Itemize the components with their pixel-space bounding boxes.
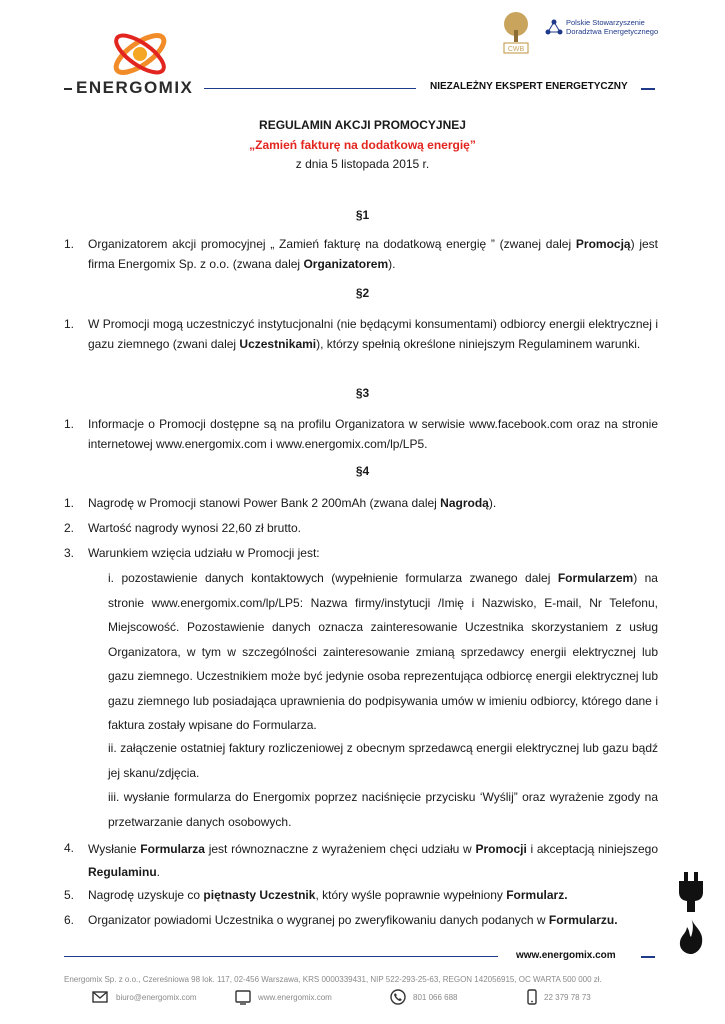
item-number: 3. [64, 546, 75, 560]
item-number: 1. [64, 237, 75, 251]
company-address: Energomix Sp. z o.o., Czereśniowa 98 lok. 117, 02-456 Warszawa, KRS 0000339431, NIP 522-293-25-63, REGON 142056915, OC WARTA 500 000 zł. [64, 975, 602, 984]
item-text: Nagrodę uzyskuje co piętnasty Uczestnik, który wyśle poprawnie wypełniony Formularz. [88, 888, 568, 902]
footer-divider [64, 956, 498, 957]
header-dash [641, 88, 655, 90]
item-number: 5. [64, 888, 75, 902]
item-text: Nagrodę w Promocji stanowi Power Bank 2 200mAh (zwana dalej Nagrodą). [88, 496, 497, 510]
mobile-icon [524, 989, 540, 1005]
list-item [64, 493, 658, 513]
item-number: 4. [64, 841, 75, 855]
pse-name [566, 18, 658, 36]
footer-url[interactable]: www.energomix.com [516, 950, 616, 961]
list-item [64, 314, 658, 354]
section-1-heading: §1 [355, 208, 370, 222]
item-number: 1. [64, 496, 75, 510]
list-item [64, 838, 658, 884]
pse-line2: Doradztwa Energetycznego [566, 27, 659, 36]
item-text: Wartość nagrody wynosi 22,60 zł brutto. [88, 521, 301, 535]
footer-web[interactable]: www.energomix.com [258, 993, 332, 1002]
sub-item-i: i. pozostawienie danych kontaktowych (wypełnienie formularza zwanego dalej Formularzem) na stronie www.energomix.com/lp/LP5: Nazwa firmy/instytucji /Imię i Nazwisko, E-mail, Nr Telefonu, Miejscowość. Pozostawienie danych oznacza zainteresowanie Uczestnika skorzystaniem z usług Organizatora, w tym w szczególności zainteresowanie zmianą sprzedawcy energii elektrycznej lub gazu ziemnego. Uczestnikiem może być jedynie osoba reprezentująca odbiorcę energii elektrycznej lub gazu ziemnego lub posiadająca uprawnienia do podpisywania umów w imieniu odbiorcy, którego dane i faktura zostały wpisane do Formularza. [108, 571, 658, 732]
section-3-heading: §3 [355, 386, 370, 400]
sub-item-iii: iii. wysłanie formularza do Energomix poprzez naciśnięcie przycisku ‘Wyślij” oraz wyrażenie zgody na przetwarzanie danych osobowych. [108, 790, 658, 829]
item-number: 6. [64, 913, 75, 927]
flame-icon [678, 918, 704, 954]
list-item [64, 414, 658, 454]
section-4-heading: §4 [355, 464, 370, 478]
item-number: 1. [64, 417, 75, 431]
list-item [64, 910, 658, 930]
energomix-logo-icon [108, 26, 172, 84]
footer-dash [641, 956, 655, 958]
item-text: W Promocji mogą uczestniczyć instytucjonalni (nie będącymi konsumentami) odbiorcy energii elektrycznej i gazu ziemnego (zwani dalej Uczestnikami), którzy spełnią określone niniejszym Regulaminem warunki. [88, 317, 658, 351]
footer-phone: 801 066 688 [413, 993, 458, 1002]
logo-dash [64, 88, 72, 90]
footer-mobile: 22 379 78 73 [544, 993, 591, 1002]
item-text: Organizatorem akcji promocyjnej „ Zamień fakturę na dodatkową energię ” (zwanej dalej Promocją) jest firma Energomix Sp. z o.o. (zwana dalej Organizatorem). [88, 237, 658, 271]
item-text: Informacje o Promocji dostępne są na profilu Organizatora w serwisie www.facebook.com oraz na stronie internetowej www.energomix.com i www.energomix.com/lp/LP5. [88, 417, 658, 451]
footer-email[interactable]: biuro@energomix.com [116, 993, 197, 1002]
list-item [64, 885, 658, 905]
email-icon [92, 989, 108, 1005]
header-tagline: NIEZALEŻNY EKSPERT ENERGETYCZNY [430, 81, 628, 92]
globe-icon [235, 989, 251, 1005]
list-item [64, 518, 658, 538]
item-number: 2. [64, 521, 75, 535]
brand-name: ENERGOMIX [76, 78, 194, 97]
cwb-logo-icon [496, 10, 536, 58]
phone-icon [390, 989, 406, 1005]
header-divider [204, 88, 416, 89]
cwb-label: CWB [507, 46, 525, 53]
section-2-heading: §2 [355, 286, 370, 300]
sub-item-ii: ii. załączenie ostatniej faktury rozliczeniowej z obecnym sprzedawcą energii elektrycznej lub gazu bądź jej skanu/zdjęcia. [108, 741, 658, 780]
promotion-name: „Zamień fakturę na dodatkową energię” [249, 138, 476, 152]
document-date: z dnia 5 listopada 2015 r. [295, 157, 430, 171]
pse-line1: Polskie Stowarzyszenie [566, 18, 645, 27]
item-number: 1. [64, 317, 75, 331]
item-text: Wysłanie Formularza jest równoznaczne z wyrażeniem chęci udziału w Promocji i akceptacją niniejszego Regulaminu. [88, 842, 658, 879]
list-item [64, 234, 658, 274]
item-text: Warunkiem wzięcia udziału w Promocji jest: [88, 546, 320, 560]
pse-logo-icon [545, 18, 563, 38]
item-text: Organizator powiadomi Uczestnika o wygranej po zweryfikowaniu danych podanych w Formularzu. [88, 913, 618, 927]
plug-icon [675, 872, 707, 912]
document-title: REGULAMIN AKCJI PROMOCYJNEJ [259, 118, 466, 132]
list-item [64, 543, 658, 563]
